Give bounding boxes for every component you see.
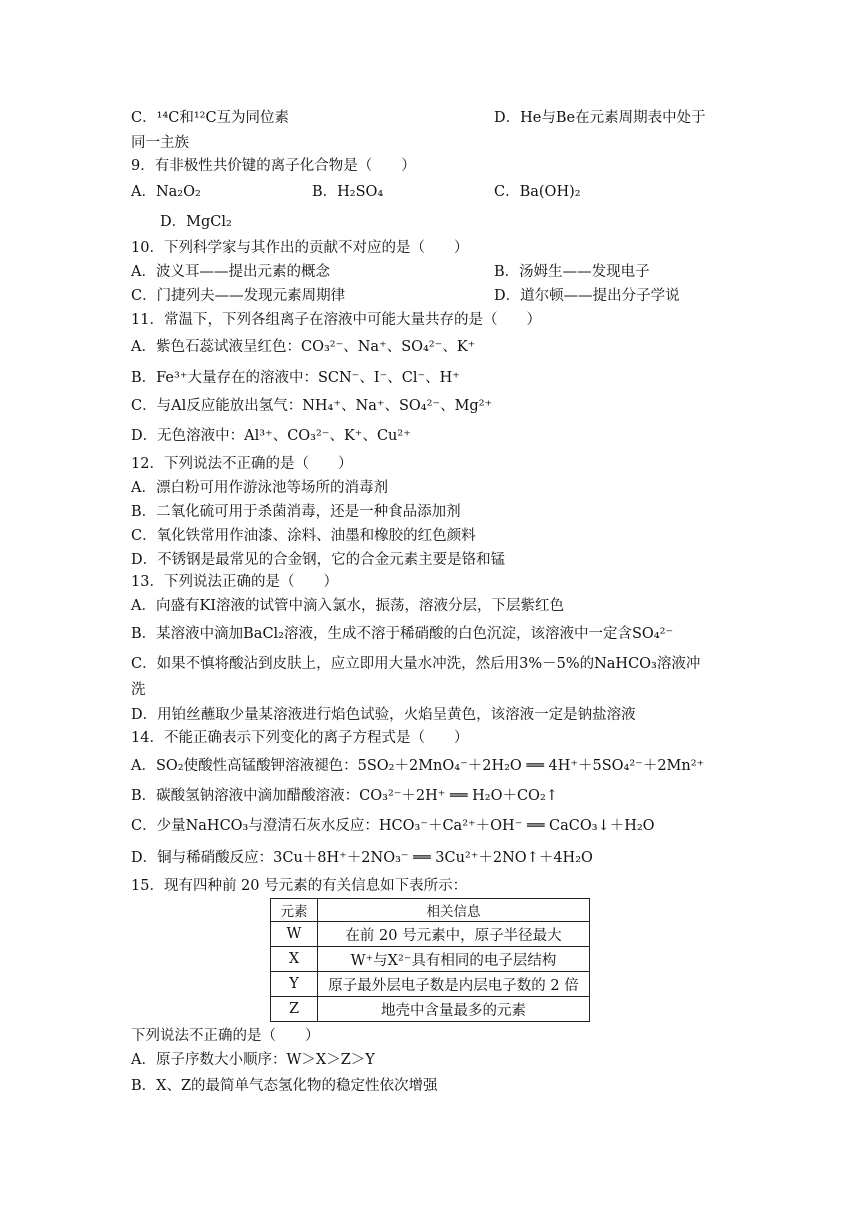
q12-option-d: D．不锈钢是最常见的合金钢，它的合金元素主要是铬和锰 <box>131 552 506 568</box>
q10-option-c: C．门捷列夫——发现元素周期律 <box>131 288 346 304</box>
q12-option-a: A．漂白粉可用作游泳池等场所的消毒剂 <box>131 480 388 496</box>
q9-option-c: C．Ba(OH)₂ <box>494 184 581 200</box>
q14-option-d: D．铜与稀硝酸反应：3Cu＋8H⁺＋2NO₃⁻ ══ 3Cu²⁺＋2NO↑＋4H₂O <box>131 850 593 866</box>
q12-option-c: C．氧化铁常用作油漆、涂料、油墨和橡胶的红色颜料 <box>131 528 476 544</box>
q11-option-a: A．紫色石蕊试液呈红色：CO₃²⁻、Na⁺、SO₄²⁻、K⁺ <box>131 339 476 355</box>
q11-option-d: D．无色溶液中：Al³⁺、CO₃²⁻、K⁺、Cu²⁺ <box>131 428 411 444</box>
q10-option-b: B．汤姆生——发现电子 <box>494 264 650 280</box>
table-row <box>271 972 590 997</box>
q14-option-b: B．碳酸氢钠溶液中滴加醋酸溶液：CO₃²⁻＋2H⁺ ══ H₂O＋CO₂↑ <box>131 788 558 804</box>
q10-option-a: A．波义耳——提出元素的概念 <box>131 264 330 280</box>
q14-option-a: A．SO₂使酸性高锰酸钾溶液褪色：5SO₂＋2MnO₄⁻＋2H₂O ══ 4H⁺＋5SO₄²⁻＋2Mn²⁺ <box>131 758 705 774</box>
q11-option-b: B．Fe³⁺大量存在的溶液中：SCN⁻、I⁻、Cl⁻、H⁺ <box>131 370 460 386</box>
q8-option-d: D．He与Be在元素周期表中处于 <box>494 110 706 126</box>
table-cell-element: W <box>271 922 318 947</box>
table-row <box>271 997 590 1022</box>
table-header-cell: 元素 <box>271 899 318 922</box>
table-header-cell: 相关信息 <box>318 899 590 922</box>
table-cell-info: 原子最外层电子数是内层电子数的 2 倍 <box>318 972 590 997</box>
q13-option-d: D．用铂丝蘸取少量某溶液进行焰色试验，火焰呈黄色，该溶液一定是钠盐溶液 <box>131 707 636 723</box>
q8-option-c: C．¹⁴C和¹²C互为同位素 <box>131 110 290 126</box>
table-cell-info: W⁺与X²⁻具有相同的电子层结构 <box>318 947 590 972</box>
table-cell-element: Y <box>271 972 318 997</box>
q12-option-b: B．二氧化硫可用于杀菌消毒，还是一种食品添加剂 <box>131 504 461 520</box>
q9-option-b: B．H₂SO₄ <box>312 184 384 200</box>
q15-option-b: B．X、Z的最简单气态氢化物的稳定性依次增强 <box>131 1078 438 1094</box>
q11-option-c: C．与Al反应能放出氢气：NH₄⁺、Na⁺、SO₄²⁻、Mg²⁺ <box>131 398 493 414</box>
q9-option-a: A．Na₂O₂ <box>131 184 201 200</box>
table-cell-element: X <box>271 947 318 972</box>
q14-stem: 14．不能正确表示下列变化的离子方程式是（ ） <box>131 730 469 746</box>
q15-option-a: A．原子序数大小顺序：W＞X＞Z＞Y <box>131 1052 375 1068</box>
q13-option-c: C．如果不慎将酸沾到皮肤上，应立即用大量水冲洗，然后用3%－5%的NaHCO₃溶液冲 <box>131 656 701 672</box>
q8-option-d-continued: 同一主族 <box>131 135 189 151</box>
table-cell-element: Z <box>271 997 318 1022</box>
q11-stem: 11．常温下，下列各组离子在溶液中可能大量共存的是（ ） <box>131 312 541 328</box>
table-row <box>271 922 590 947</box>
table-row <box>271 947 590 972</box>
table-cell-info: 地壳中含量最多的元素 <box>318 997 590 1022</box>
q13-option-c-continued: 洗 <box>131 682 146 698</box>
q15-stem: 15．现有四种前 20 号元素的有关信息如下表所示： <box>131 878 468 894</box>
q13-stem: 13．下列说法正确的是（ ） <box>131 574 338 590</box>
q14-option-c: C．少量NaHCO₃与澄清石灰水反应：HCO₃⁻＋Ca²⁺＋OH⁻ ══ CaCO₃↓＋H₂O <box>131 818 655 834</box>
q9-stem: 9．有非极性共价键的离子化合物是（ ） <box>131 158 416 174</box>
table-cell-info: 在前 20 号元素中，原子半径最大 <box>318 922 590 947</box>
q10-option-d: D．道尔顿——提出分子学说 <box>494 288 680 304</box>
q13-option-b: B．某溶液中滴加BaCl₂溶液，生成不溶于稀硝酸的白色沉淀，该溶液中一定含SO₄²⁻ <box>131 626 674 642</box>
q9-option-d: D．MgCl₂ <box>160 214 232 230</box>
table-header-row <box>271 899 590 922</box>
element-info-table <box>270 898 590 1022</box>
q10-stem: 10．下列科学家与其作出的贡献不对应的是（ ） <box>131 240 469 256</box>
q15-sub-stem: 下列说法不正确的是（ ） <box>131 1028 320 1044</box>
q12-stem: 12．下列说法不正确的是（ ） <box>131 456 353 472</box>
q13-option-a: A．向盛有KI溶液的试管中滴入氯水，振荡，溶液分层，下层紫红色 <box>131 598 565 614</box>
